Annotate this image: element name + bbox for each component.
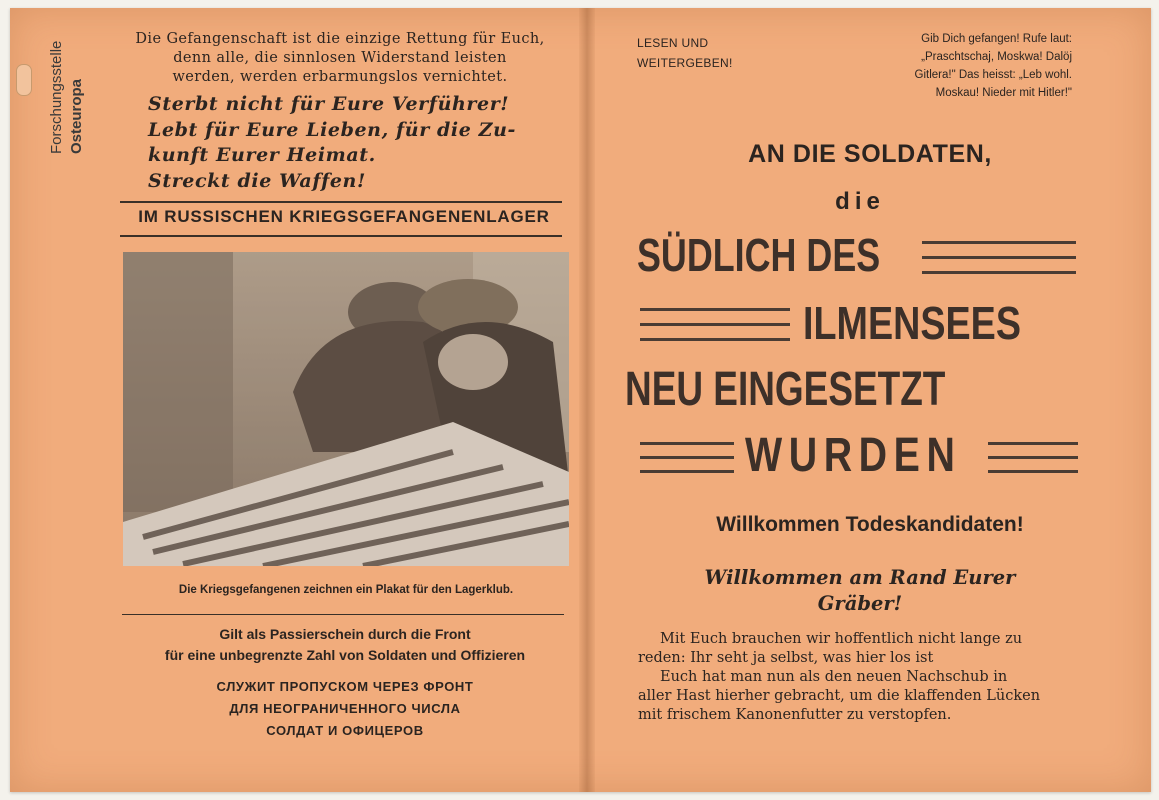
headline-rule [988,470,1078,473]
caption-divider [122,614,564,615]
pow-photo [123,252,569,566]
headline-rule [922,271,1076,274]
addressee-die: die [835,188,885,215]
slogan-block [148,92,578,194]
lesen-line: LESEN UND [637,36,709,50]
intro-line: werden, werden erbarmungslos vernichtet. [172,69,508,85]
pass-russian [120,676,570,742]
pass-russian-line: ДЛЯ НЕОГРАНИЧЕННОГО ЧИСЛА [229,701,461,716]
gib-line: „Praschtschaj, Moskwa! Dalöj [921,51,1072,63]
headline-rule [640,456,734,459]
headline-line-4: WURDEN [745,429,962,482]
headline-rule [988,442,1078,445]
archive-stamp [44,12,96,162]
headline-rule [640,442,734,445]
pass-german-line: für eine unbegrenzte Zahl von Soldaten und Offizieren [164,647,526,663]
body-line: Mit Euch brauchen wir hoffentlich nicht lange zu [660,631,1023,647]
pass-russian-line: СОЛДАТ И ОФИЦЕРОВ [266,723,424,738]
pass-german [110,624,580,666]
headline-rule [640,308,790,311]
welcome-subheadline [600,565,1120,617]
headline-line-3: NEU EINGESETZT [625,363,946,416]
slogan-line: Streckt die Waffen! [148,169,366,192]
gib-line: Gitlera!" Das heisst: „Leb wohl. [914,69,1072,81]
gib-line: Moskau! Nieder mit Hitler!" [935,87,1072,99]
surrender-instructions [856,30,1072,102]
read-and-pass-on [637,33,733,73]
lesen-line: WEITERGEBEN! [637,56,733,70]
body-line: aller Hast hierher gebracht, um die klaffenden Lücken [638,688,1041,704]
slogan-line: Lebt für Eure Lieben, für die Zu- [148,118,517,141]
body-line: mit frischem Kanonenfutter zu verstopfen. [638,707,952,723]
slogan-line: kunft Eurer Heimat. [148,144,376,166]
welcome2-line: Gräber! [817,592,903,615]
headline-rule [922,241,1076,244]
intro-line: denn alle, die sinnlosen Widerstand leisten [173,50,507,66]
center-fold [579,8,595,792]
archive-stamp-line2: Osteuropa [68,78,85,154]
pow-photo-image [123,252,569,566]
pass-russian-line: СЛУЖИТ ПРОПУСКОМ ЧЕРЕЗ ФРОНТ [216,679,474,694]
addressee-heading: AN DIE SOLDATEN, [748,140,992,168]
headline-rule [640,323,790,326]
top-divider [120,201,562,203]
title-divider [120,235,562,237]
gib-line: Gib Dich gefangen! Rufe laut: [921,33,1072,45]
headline-line-1: SÜDLICH DES [637,229,881,281]
camp-title: IM RUSSISCHEN KRIEGSGEFANGENENLAGER [138,207,550,226]
binder-clip [16,64,32,96]
welcome-headline: Willkommen Todeskandidaten! [716,513,1024,536]
pass-german-line: Gilt als Passierschein durch die Front [219,626,471,642]
slogan-line: Sterbt nicht für Eure Verführer! [148,93,510,115]
body-paragraph [638,630,1080,725]
headline-line-2: ILMENSEES [803,297,1021,349]
headline-rule [988,456,1078,459]
body-line: reden: Ihr seht ja selbst, was hier los ist [638,650,934,666]
intro-line: Die Gefangenschaft ist die einzige Rettung für Euch, [135,31,545,47]
headline-rule [922,256,1076,259]
photo-caption: Die Kriegsgefangenen zeichnen ein Plakat für den Lagerklub. [178,584,514,596]
archive-stamp-line1: Forschungsstelle [48,40,65,154]
body-line: Euch hat man nun als den neuen Nachschub in [660,669,1008,685]
headline-rule [640,338,790,341]
welcome2-line: Willkommen am Rand Eurer [704,566,1016,589]
headline-rule [640,470,734,473]
intro-paragraph [110,30,570,87]
